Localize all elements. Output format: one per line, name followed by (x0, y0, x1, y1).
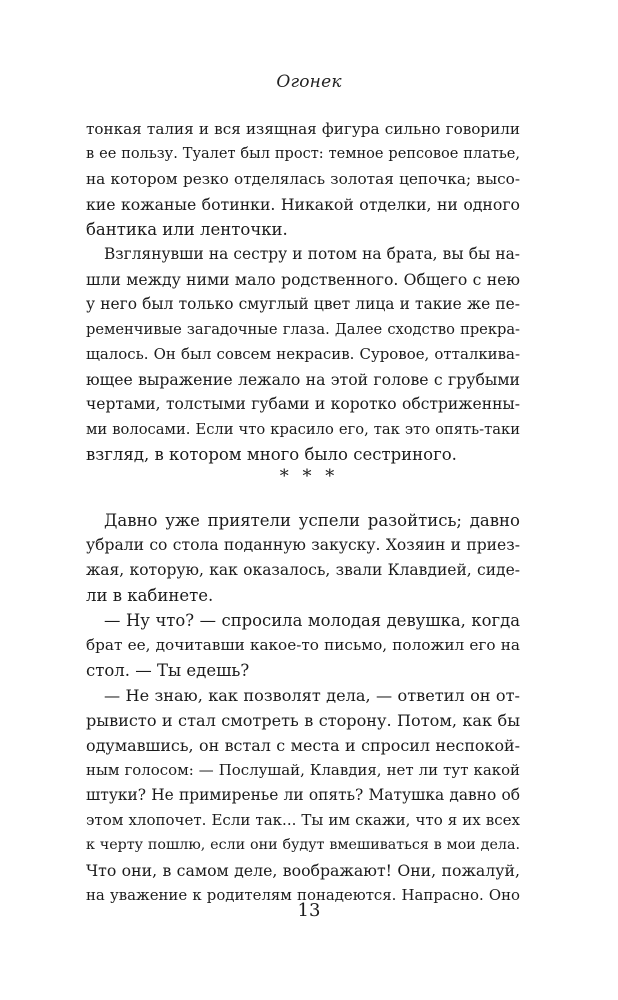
dialogue-line: — Не знаю, как позволят дела, — ответил он от- (104, 686, 520, 705)
dialogue-line: одумавшись, он встал с места и спросил неспокой- (86, 736, 520, 755)
section-break-asterisks: * * * (279, 466, 339, 487)
text-line: чертами, толстыми губами и коротко обстриженны- (86, 395, 520, 413)
text-line: ли в кабинете. (86, 586, 214, 605)
dialogue-line: рывисто и стал смотреть в сторону. Потом, как бы (86, 711, 520, 730)
text-line: тонкая талия и вся изящная фигура сильно говорили (86, 120, 520, 138)
dialogue-line: Что они, в самом деле, воображают! Они, пожалуй, (86, 861, 520, 880)
text-line: жая, которую, как оказалось, звали Клавдией, сиде- (86, 561, 520, 579)
text-line: ющее выражение лежало на этой голове с грубыми (86, 370, 520, 389)
text-line: Взглянувши на сестру и потом на брата, вы бы на- (104, 245, 520, 263)
dialogue-line: на уважение к родителям понадеются. Напрасно. Оно (86, 886, 520, 904)
text-line: взгляд, в котором много было сестриного. (86, 445, 457, 464)
running-head-title: Огонек (276, 72, 342, 92)
text-line: ми волосами. Если что красило его, так это опять-таки (86, 421, 520, 438)
text-block-upper (86, 117, 520, 467)
dialogue-line: брат ее, дочитавши какое-то письмо, положил его на (86, 636, 520, 654)
text-line: бантика или ленточки. (86, 220, 288, 239)
text-line: шли между ними мало родственного. Общего с нею (86, 270, 520, 289)
text-line: у него был только смуглый цвет лица и такие же пе- (86, 295, 520, 313)
text-line: на котором резко отделялась золотая цепочка; высо- (86, 170, 520, 188)
dialogue-line: к черту пошлю, если они будут вмешиваться в мои дела. (86, 837, 520, 853)
text-line: в ее пользу. Туалет был прост: темное репсовое платье, (86, 146, 520, 162)
text-block-lower (86, 508, 520, 908)
dialogue-line: этом хлопочет. Если так... Ты им скажи, что я их всех (86, 811, 520, 829)
dialogue-line: — Ну что? — спросила молодая девушка, когда (104, 611, 520, 630)
page-number: 13 (297, 900, 321, 921)
text-line: Давно уже приятели успели разойтись; давно (104, 511, 520, 530)
text-line: убрали со стола поданную закуску. Хозяин и приез- (86, 536, 520, 554)
text-line: кие кожаные ботинки. Никакой отделки, ни одного (86, 195, 520, 214)
text-line: ременчивые загадочные глаза. Далее сходство прекра- (86, 321, 520, 338)
text-line: щалось. Он был совсем некрасив. Суровое, отталкива- (86, 345, 520, 363)
dialogue-line: штуки? Не примиренье ли опять? Матушка давно об (86, 786, 520, 804)
dialogue-line: ным голосом: — Послушай, Клавдия, нет ли тут какой (86, 761, 520, 779)
dialogue-line: стол. — Ты едешь? (86, 661, 250, 680)
